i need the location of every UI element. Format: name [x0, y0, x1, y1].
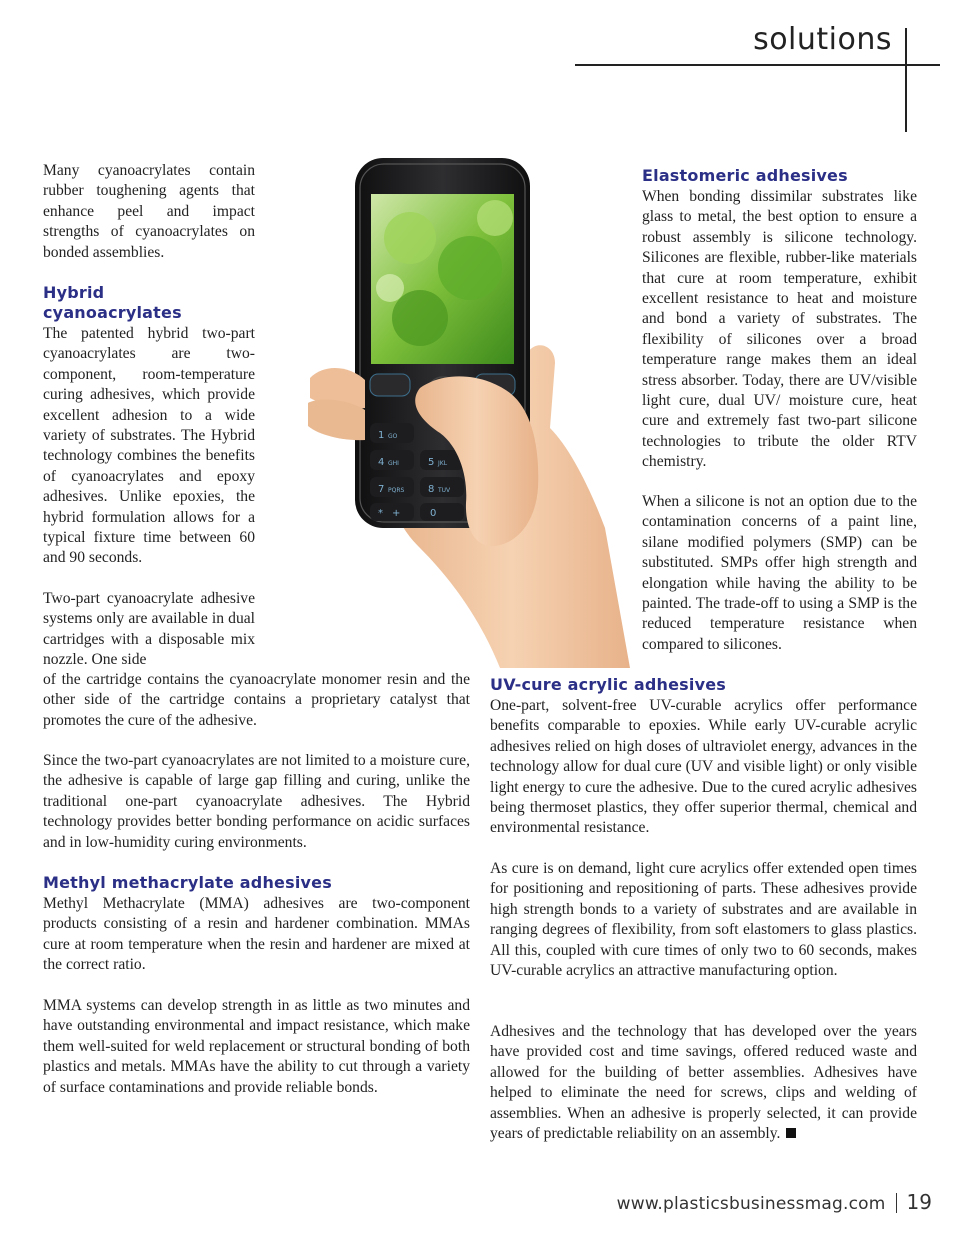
- uv-closing-text: Adhesives and the technology that has developed over the years have provided cost and time savings, offered reduced waste and allowed for the building of better assemblies. Adhesives have helped to eliminate the need for screws, clips and welding of assemblies. When an adhesive is properly selected, it can provide years of predictable reliability on an assembly.: [490, 1023, 917, 1143]
- hybrid-heading-line2: cyanoacrylates: [43, 303, 182, 323]
- hand-holding-phone-photo: [270, 148, 630, 668]
- mma-second-paragraph: MMA systems can develop strength in as little as two minutes and have outstanding environmental and impact resistance, which make them well-suited for weld replacement or structural bonding of both plastics and metals. MMAs have the ability to cut through a variety of surface contaminations and provide reliable bonds.: [43, 997, 470, 1096]
- elastomeric-adhesives-heading: Elastomeric adhesives: [642, 166, 848, 185]
- uv-closing-paragraph: [490, 1022, 917, 1144]
- key-ghi: GHI: [388, 460, 399, 467]
- hybrid-heading-line1: Hybrid: [43, 283, 105, 302]
- methyl-methacrylate-heading: Methyl methacrylate adhesives: [43, 873, 332, 892]
- silicone-paragraph: When a silicone is not an option due to the contamination concerns of a paint line, silane modified polymers (SMP) can be substituted. SMPs offer high strength and elongation while having the ability to be painted. The trade-off to using a SMP is the reduced temperature resistance when compared to silicones.: [642, 493, 917, 653]
- section-title: solutions: [753, 22, 892, 57]
- header-rule-horizontal: [575, 64, 940, 66]
- hybrid-body-paragraph: The patented hybrid two-part cyanoacrylates are two-component, room-temperature curing adhesives, which provide excellent adhesion to a wide variety of substrates. The Hybrid technology combines the benefits of cyanoacrylates and epoxy adhesives. Unlike epoxies, the hybrid formulation allows for a typical fixture time between 60 and 90 seconds.: [43, 325, 255, 567]
- page-number: 19: [906, 1190, 932, 1214]
- uv-second-paragraph: As cure is on demand, light cure acrylics offer extended open times for positioning and repositioning of parts. These adhesives provide high strength bonds to a variety of substrates and are available in ranging degrees of flexibility, from soft elastomers to glass plastics. All this, coupled with cure times of only two to 60 seconds, makes UV-curable acrylics an attractive manufacturing option.: [490, 860, 917, 980]
- key-7: 7: [378, 484, 385, 495]
- uv-body-paragraph: One-part, solvent-free UV-curable acrylics offer performance benefits comparable to epoxies. While early UV-curable acrylic adhesives relied on high doses of ultraviolet energy, advances in the technology allow for dual cure (UV and visible light) or only visible light energy to cure the adhesive. Due to the cured acrylic adhesives being thermoset plastics, they offer superior thermal, chemical and environmental resistance.: [490, 697, 917, 837]
- page-footer: [617, 1190, 932, 1214]
- key-0: 0: [430, 508, 437, 519]
- end-mark-icon: [786, 1128, 796, 1138]
- footer-url-link[interactable]: www.plasticsbusinessmag.com: [616, 1194, 886, 1214]
- header-rule-vertical: [905, 28, 907, 132]
- since-paragraph: Since the two-part cyanoacrylates are not limited to a moisture cure, the adhesive is capable of large gap filling and curing, unlike the traditional one-part cyanoacrylate adhesives. The Hybrid technology provides better bonding performance on acidic surfaces and in low-humidity curing environments.: [43, 752, 470, 851]
- key-go: GO: [388, 433, 398, 440]
- key-4: 4: [378, 457, 385, 468]
- uv-cure-acrylic-heading: UV-cure acrylic adhesives: [490, 675, 726, 694]
- key-tuv: TUV: [438, 487, 451, 494]
- key-plus: +: [392, 508, 401, 519]
- mma-body-paragraph: Methyl Methacrylate (MMA) adhesives are two-component products consisting of a resin and hardener combination. MMAs cure at room temperature when the resin and hardener are mixed at the correct ratio.: [43, 895, 470, 974]
- key-8: 8: [428, 484, 435, 495]
- two-part-paragraph-start: Two-part cyanoacrylate adhesive systems only are available in dual cartridges with a disposable mix nozzle. One side: [43, 590, 255, 669]
- key-jkl: JKL: [438, 460, 448, 467]
- key-star: *: [378, 508, 383, 519]
- key-1: 1: [378, 430, 385, 441]
- two-part-paragraph-continued: of the cartridge contains the cyanoacrylate monomer resin and the other side of the cartridge contains a proprietary catalyst that promotes the cure of the adhesive.: [43, 671, 470, 729]
- elastomeric-body-paragraph: When bonding dissimilar substrates like glass to metal, the best option to ensure a robust assembly is silicone technology. Silicones are flexible, rubber-like materials that cure at room temperature, exhibit excellent resistance to heat and moisture and bond a variety of substrates. The flexibility of silicones over a broad temperature range makes them an ideal stress absorber. Today, there are UV/visible light cure, dual UV/ moisture cure, heat cure and extremely fast two-part silicone technologies to tribute the older RTV chemistry.: [642, 188, 917, 471]
- key-pqrs: PQRS: [388, 487, 405, 494]
- key-5: 5: [428, 457, 435, 468]
- intro-paragraph: Many cyanoacrylates contain rubber toughening agents that enhance peel and impact strengths of cyanoacrylates on bonded assemblies.: [43, 162, 255, 261]
- footer-divider: [896, 1193, 897, 1213]
- hybrid-cyanoacrylates-heading: [43, 283, 255, 324]
